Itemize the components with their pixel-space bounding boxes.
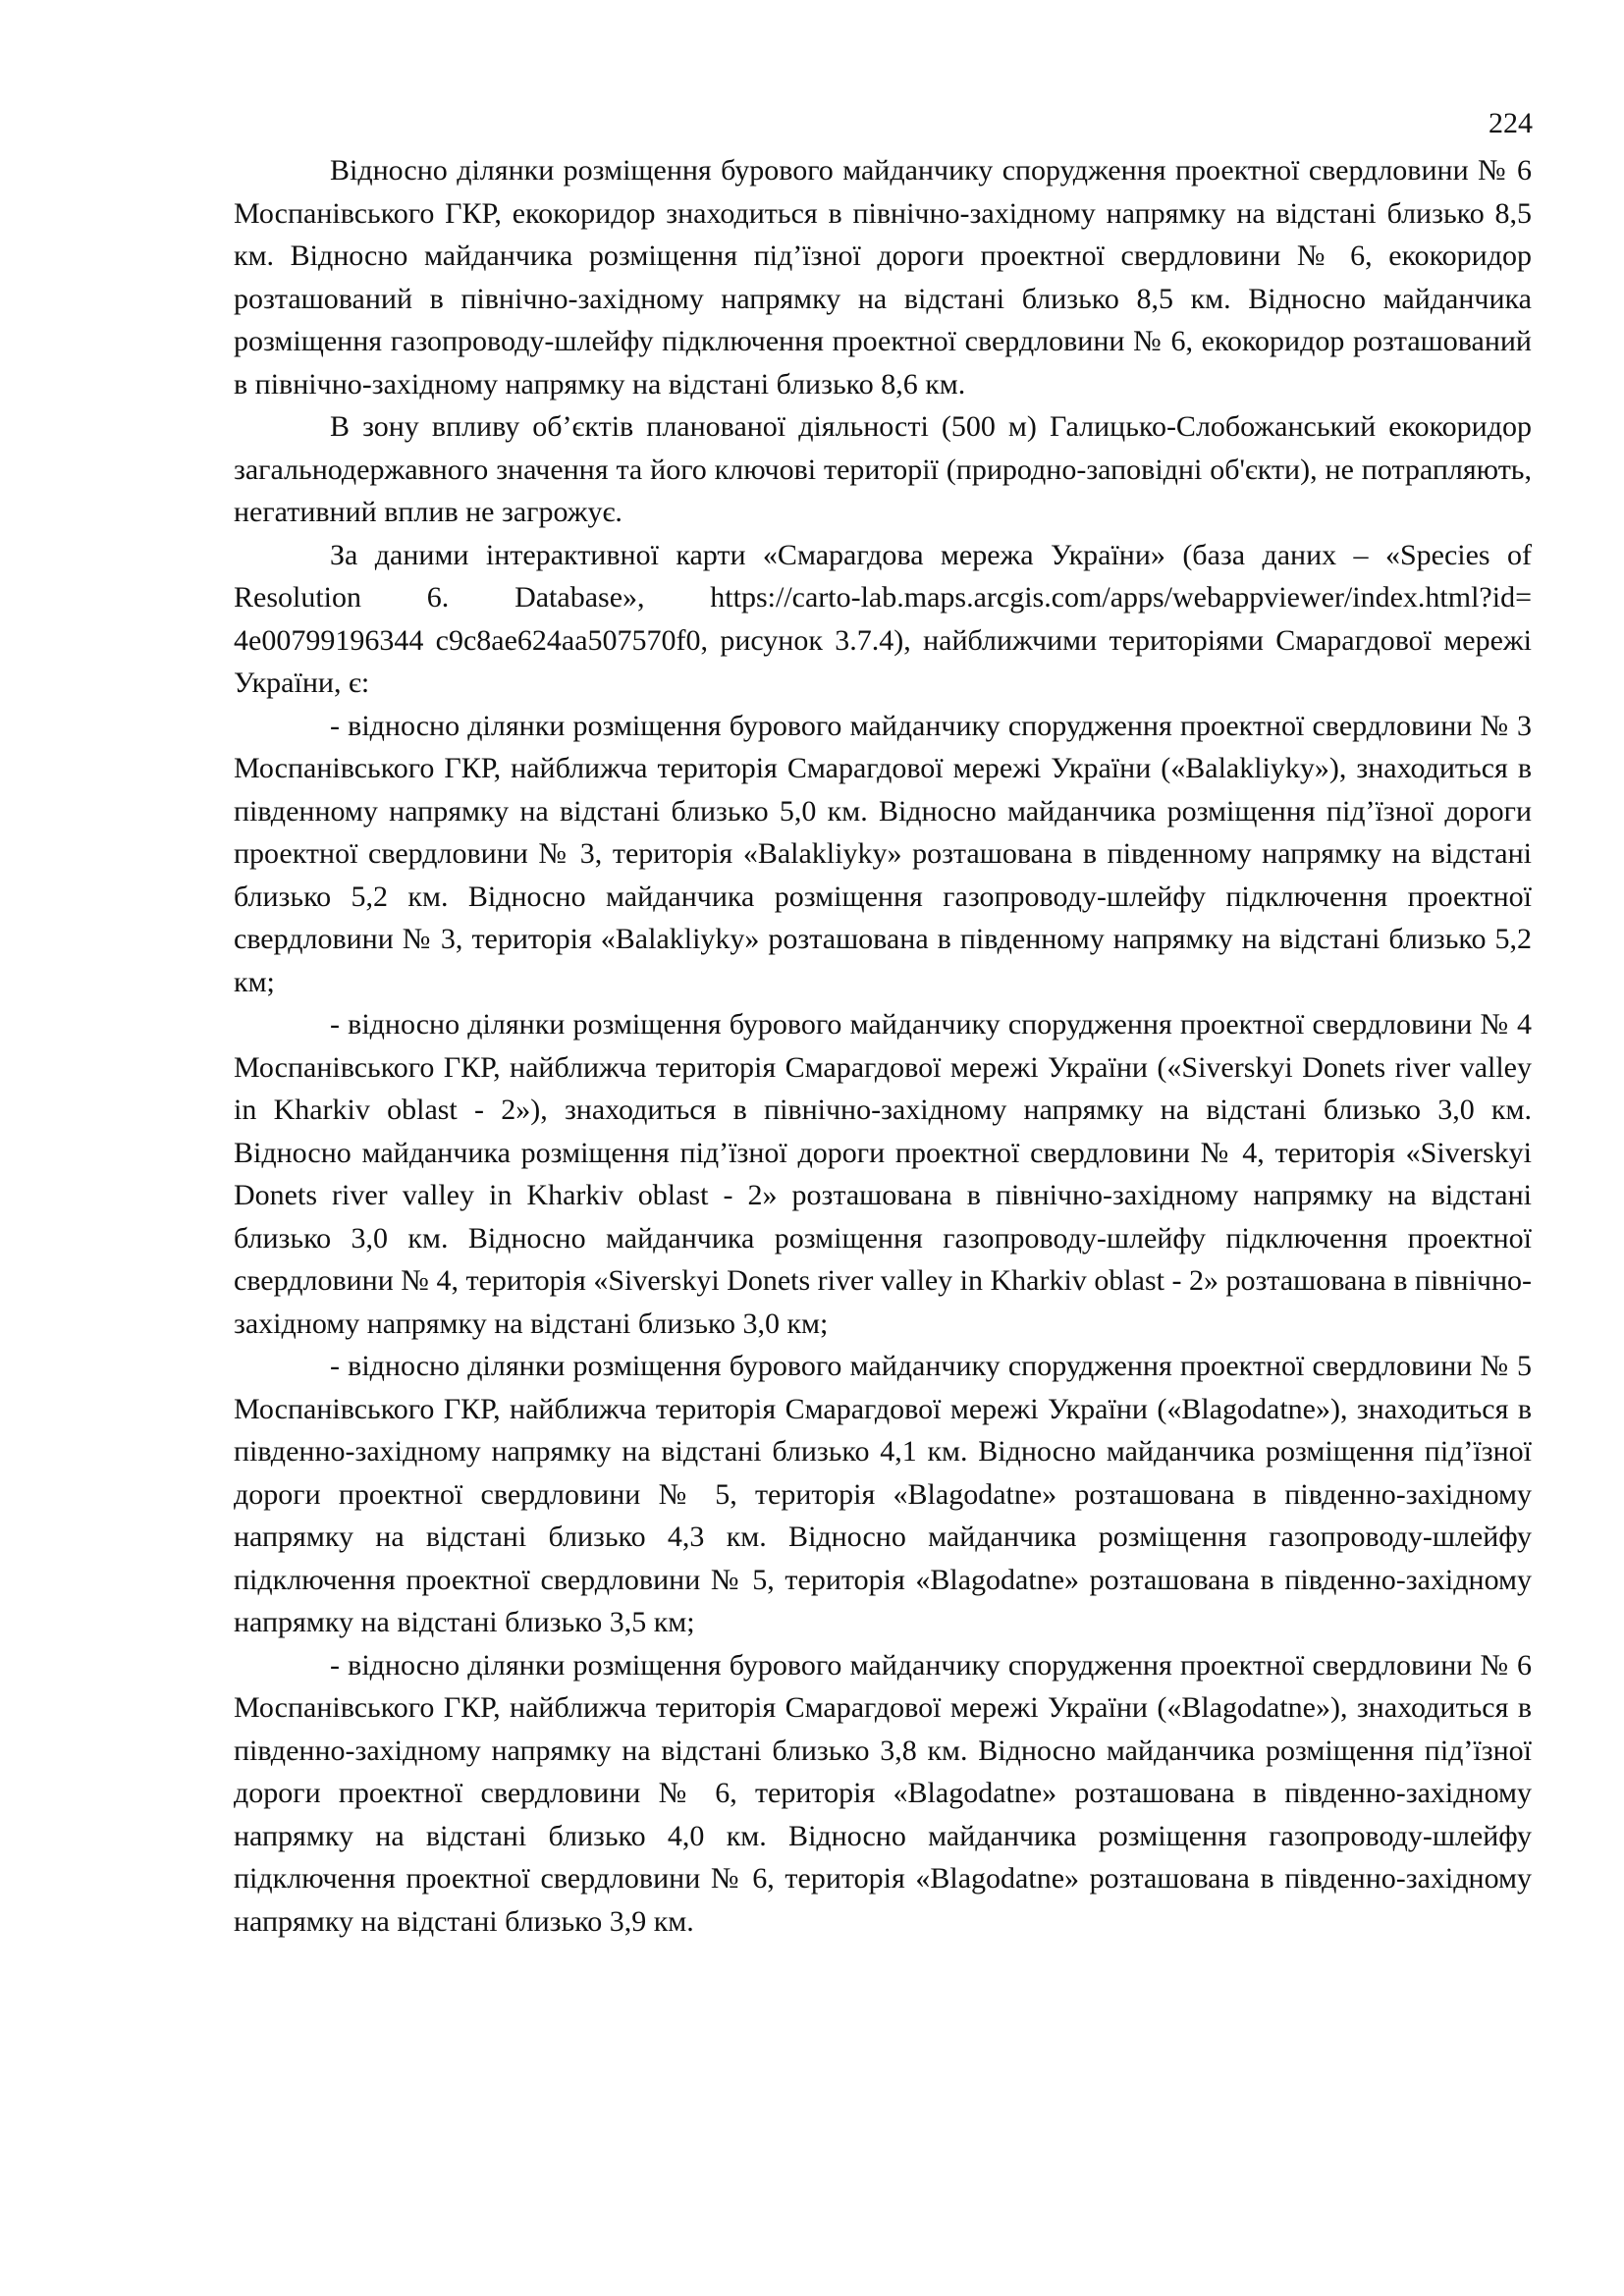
page-number: 224	[1489, 107, 1533, 139]
list-item-well-5: - відносно ділянки розміщення бурового майданчику спорудження проектної свердловини № 5 Моспанівського ГКР, найближча територія Смарагдової мережі України («Blagodatne»), знаходиться в південно-західному напрямку на відстані близько 4,1 км. Відносно майданчика розміщення під’їзної дороги проектної свердловини № 5, територія «Blagodatne» розташована в південно-західному напрямку на відстані близько 4,3 км. Відносно майданчика розміщення газопроводу-шлейфу підключення проектної свердловини № 5, територія «Blagodatne» розташована в південно-західному напрямку на відстані близько 3,5 км;	[234, 1350, 1532, 1638]
list-item-well-3: - відносно ділянки розміщення бурового майданчику спорудження проектної свердловини № 3 Моспанівського ГКР, найближча територія Смарагдової мережі України («Balakliyky»), знаходиться в південному напрямку на відстані близько 5,0 км. Відносно майданчика розміщення під’їзної дороги проектної свердловини № 3, територія «Balakliyky» розташована в південному напрямку на відстані близько 5,2 км. Відносно майданчика розміщення газопроводу-шлейфу підключення проектної свердловини № 3, територія «Balakliyky» розташована в південному напрямку на відстані близько 5,2 км;	[234, 709, 1532, 998]
paragraph-ecocorridor-distances: Відносно ділянки розміщення бурового майданчику спорудження проектної свердловини № 6 Моспанівського ГКР, екокоридор знаходиться в північно-західному напрямку на відстані близько 8,5 км. Відносно майданчика розміщення під’їзної дороги проектної свердловини № 6, екокоридор розташований в північно-західному напрямку на відстані близько 8,5 км. Відносно майданчика розміщення газопроводу-шлейфу підключення проектної свердловини № 6, екокоридор розташований в північно-західному напрямку на відстані близько 8,6 км.	[234, 154, 1532, 400]
document-body	[234, 149, 1532, 1943]
list-item-well-6: - відносно ділянки розміщення бурового майданчику спорудження проектної свердловини № 6 Моспанівського ГКР, найближча територія Смарагдової мережі України («Blagodatne»), знаходиться в південно-західному напрямку на відстані близько 3,8 км. Відносно майданчика розміщення під’їзної дороги проектної свердловини № 6, територія «Blagodatne» розташована в південно-західному напрямку на відстані близько 4,0 км. Відносно майданчика розміщення газопроводу-шлейфу підключення проектної свердловини № 6, територія «Blagodatne» розташована в південно-західному напрямку на відстані близько 3,9 км.	[234, 1648, 1532, 1938]
list-item-well-4: - відносно ділянки розміщення бурового майданчику спорудження проектної свердловини № 4 Моспанівського ГКР, найближча територія Смарагдової мережі України («Siverskyi Donets river valley in Kharkiv oblast - 2»), знаходиться в північно-західному напрямку на відстані близько 3,0 км. Відносно майданчика розміщення під’їзної дороги проектної свердловини № 4, територія «Siverskyi Donets river valley in Kharkiv oblast - 2» розташована в північно-західному напрямку на відстані близько 3,0 км. Відносно майданчика розміщення газопроводу-шлейфу підключення проектної свердловини № 4, територія «Siverskyi Donets river valley in Kharkiv oblast - 2» розташована в північно-західному напрямку на відстані близько 3,0 км;	[234, 1008, 1532, 1340]
paragraph-emerald-network-intro: За даними інтерактивної карти «Смарагдова мережа України» (база даних – «Species of Resolution 6. Database», https://carto-lab.maps.arcgis.com/apps/webappviewer/index.html?id= 4e00799196344 c9c8ae624aa507570f0, рисунок 3.7.4), найближчими територіями Смарагдової мережі України, є:	[234, 538, 1532, 699]
paragraph-impact-zone: В зону впливу об’єктів планованої діяльності (500 м) Галицько-Слобожанський екокоридор загальнодержавного значення та його ключові території (природно-заповідні об'єкти), не потрапляють, негативний вплив не загрожує.	[234, 410, 1532, 528]
